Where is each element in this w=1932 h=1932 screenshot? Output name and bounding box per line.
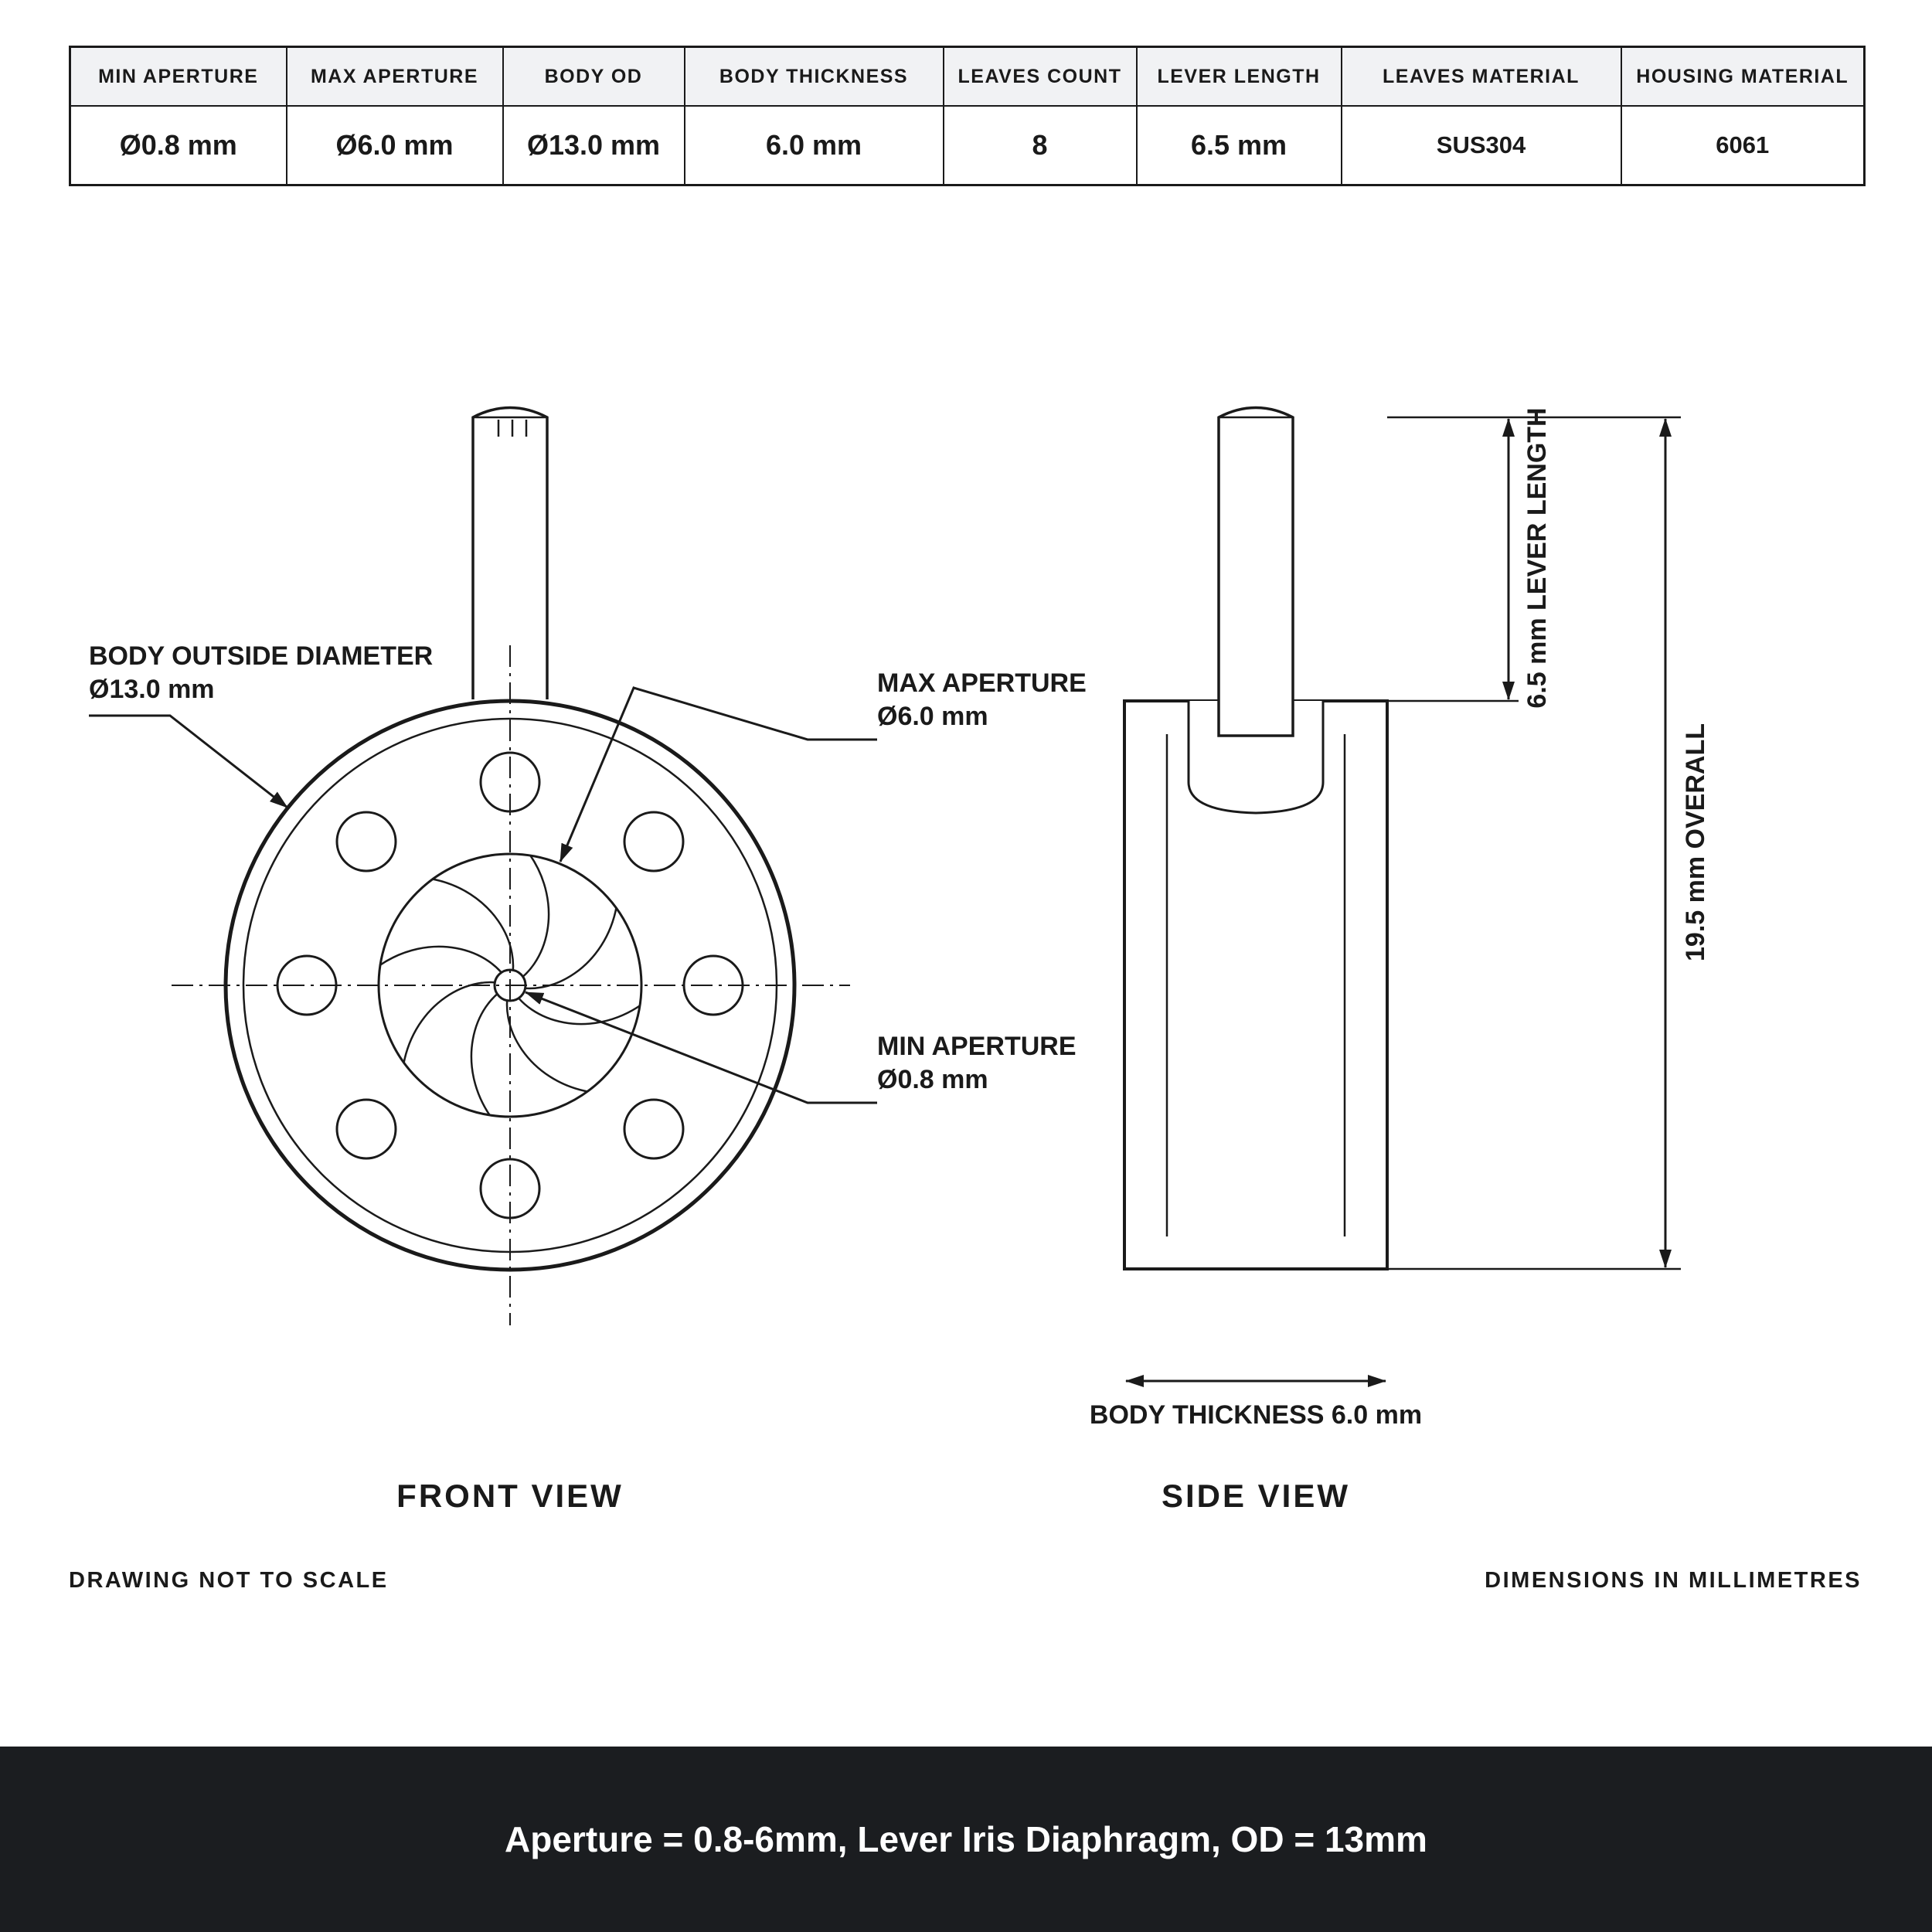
scale-note: DRAWING NOT TO SCALE <box>69 1568 389 1593</box>
header-housing-material: HOUSING MATERIAL <box>1621 47 1865 107</box>
lever-length-dim-label: 6.5 mm LEVER LENGTH <box>1522 407 1552 709</box>
value-min-aperture: Ø0.8 mm <box>70 106 287 185</box>
value-body-od: Ø13.0 mm <box>503 106 685 185</box>
body-thickness-dim-label: BODY THICKNESS 6.0 mm <box>1089 1400 1423 1430</box>
max-aperture-value: Ø6.0 mm <box>877 702 988 731</box>
side-lever <box>1219 408 1293 736</box>
value-leaves-count: 8 <box>944 106 1137 185</box>
header-lever-length: LEVER LENGTH <box>1137 47 1342 107</box>
units-note: DIMENSIONS IN MILLIMETRES <box>1485 1568 1862 1593</box>
side-view <box>1124 408 1681 1382</box>
header-leaves-count: LEAVES COUNT <box>944 47 1137 107</box>
max-aperture-label: MAX APERTURE <box>877 668 1087 698</box>
value-body-thickness: 6.0 mm <box>685 106 944 185</box>
body-od-leader <box>89 716 287 808</box>
front-view <box>89 408 877 1326</box>
body-od-value: Ø13.0 mm <box>89 675 215 704</box>
header-body-od: BODY OD <box>503 47 685 107</box>
min-aperture-label: MIN APERTURE <box>877 1032 1077 1061</box>
footer-bar <box>0 1747 1932 1932</box>
value-leaves-material: SUS304 <box>1342 106 1621 185</box>
min-aperture-value: Ø0.8 mm <box>877 1065 988 1094</box>
header-min-aperture: MIN APERTURE <box>70 47 287 107</box>
body-od-label: BODY OUTSIDE DIAMETER <box>89 641 434 671</box>
front-view-title: FRONT VIEW <box>396 1478 624 1514</box>
overall-dim-label: 19.5 mm OVERALL <box>1681 723 1710 961</box>
header-body-thickness: BODY THICKNESS <box>685 47 944 107</box>
value-lever-length: 6.5 mm <box>1137 106 1342 185</box>
side-view-title: SIDE VIEW <box>1161 1478 1351 1514</box>
footer-caption: Aperture = 0.8-6mm, Lever Iris Diaphragm, OD = 13mm <box>505 1819 1427 1859</box>
header-leaves-material: LEAVES MATERIAL <box>1342 47 1621 107</box>
header-max-aperture: MAX APERTURE <box>287 47 503 107</box>
value-max-aperture: Ø6.0 mm <box>287 106 503 185</box>
value-housing-material: 6061 <box>1621 106 1865 185</box>
